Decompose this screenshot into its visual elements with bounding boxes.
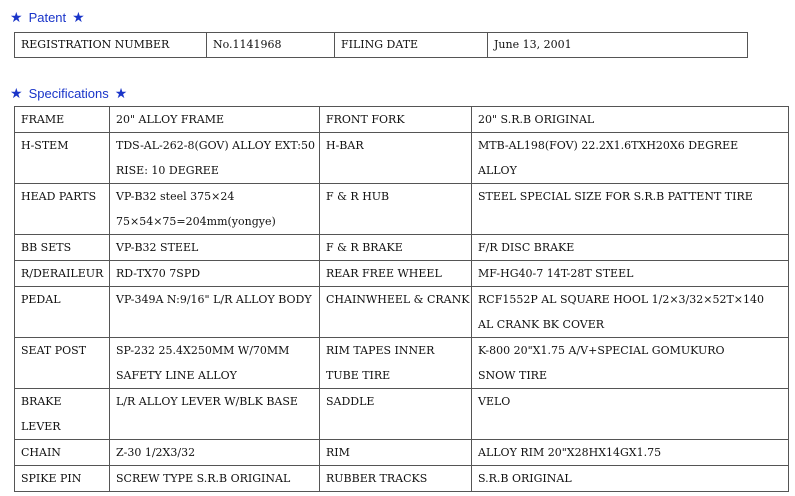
table-row [15, 33, 748, 58]
spec-value [472, 466, 789, 492]
spec-label-line: RIM [326, 446, 350, 459]
spec-value-line: SCREW TYPE S.R.B ORIGINAL [116, 472, 291, 485]
spec-value [110, 184, 320, 235]
spec-label [15, 287, 110, 338]
star-icon: ★ [10, 9, 23, 25]
spec-label [15, 184, 110, 235]
spec-value-line: AL CRANK BK COVER [478, 318, 605, 331]
table-row [15, 133, 789, 184]
spec-label-line: F & R BRAKE [326, 241, 403, 254]
spec-label-line: CHAIN [21, 446, 61, 459]
spec-label-line: RIM TAPES INNER [326, 344, 435, 357]
spec-value [110, 261, 320, 287]
spec-label [320, 389, 472, 440]
spec-value-line: RISE: 10 DEGREE [116, 164, 219, 177]
spec-value-line: MF-HG40-7 14T-28T STEEL [478, 267, 634, 280]
spec-label [15, 466, 110, 492]
spec-label [15, 133, 110, 184]
table-row [15, 261, 789, 287]
spec-value [472, 107, 789, 133]
filing-date-value: June 13, 2001 [488, 33, 748, 58]
spec-value-line: SP-232 25.4X250MM W/70MM [116, 344, 290, 357]
spec-value-line: SAFETY LINE ALLOY [116, 369, 237, 382]
table-row [15, 389, 789, 440]
spec-label [320, 261, 472, 287]
spec-value-line: RD-TX70 7SPD [116, 267, 201, 280]
spec-value-line: STEEL SPECIAL SIZE FOR S.R.B PATTENT TIRE [478, 190, 753, 203]
spec-label-line: PEDAL [21, 293, 61, 306]
spec-label [320, 466, 472, 492]
spec-value [472, 133, 789, 184]
spec-label [15, 440, 110, 466]
spec-label-line: R/DERAILEUR [21, 267, 104, 280]
spec-value-line: L/R ALLOY LEVER W/BLK BASE [116, 395, 298, 408]
spec-value [110, 389, 320, 440]
spec-label [320, 440, 472, 466]
spec-value [110, 107, 320, 133]
specifications-heading [10, 85, 127, 102]
spec-label-line: H-BAR [326, 139, 364, 152]
star-icon: ★ [114, 85, 128, 101]
registration-label: REGISTRATION NUMBER [15, 33, 207, 58]
spec-label-line: FRAME [21, 113, 65, 126]
spec-label [15, 107, 110, 133]
specifications-title: Specifications [28, 86, 109, 101]
spec-value [110, 133, 320, 184]
spec-label-line: HEAD PARTS [21, 190, 97, 203]
spec-value [472, 338, 789, 389]
spec-value [472, 235, 789, 261]
spec-value-line: VP-B32 steel 375×24 [116, 190, 235, 203]
spec-value-line: Z-30 1/2X3/32 [116, 446, 196, 459]
spec-label [320, 184, 472, 235]
spec-label [15, 389, 110, 440]
spec-label-line: FRONT FORK [326, 113, 405, 126]
spec-value [110, 338, 320, 389]
spec-value-line: VELO [478, 395, 511, 408]
spec-label-line: REAR FREE WHEEL [326, 267, 442, 280]
specifications-table [14, 106, 789, 492]
spec-value-line: VP-B32 STEEL [116, 241, 199, 254]
spec-value-line: 75×54×75=204mm(yongye) [116, 215, 276, 228]
patent-table [14, 32, 748, 58]
spec-label-line: H-STEM [21, 139, 69, 152]
table-row [15, 338, 789, 389]
spec-label-line: LEVER [21, 420, 61, 433]
spec-label [320, 107, 472, 133]
spec-label [320, 338, 472, 389]
spec-value-line: RCF1552P AL SQUARE HOOL 1/2×3/32×52T×140 [478, 293, 765, 306]
filing-date-label: FILING DATE [335, 33, 488, 58]
spec-value-line: S.R.B ORIGINAL [478, 472, 572, 485]
spec-value [472, 184, 789, 235]
spec-label-line: TUBE TIRE [326, 369, 391, 382]
spec-label [15, 235, 110, 261]
spec-label [15, 338, 110, 389]
table-row [15, 107, 789, 133]
spec-value [472, 287, 789, 338]
spec-value-line: 20" S.R.B ORIGINAL [478, 113, 595, 126]
spec-value-line: VP-349A N:9/16" L/R ALLOY BODY [116, 293, 312, 306]
spec-value-line: F/R DISC BRAKE [478, 241, 575, 254]
spec-label-line: SEAT POST [21, 344, 87, 357]
spec-label-line: SPIKE PIN [21, 472, 82, 485]
spec-value [472, 440, 789, 466]
star-icon: ★ [72, 9, 85, 25]
spec-value-line: SNOW TIRE [478, 369, 547, 382]
spec-value-line: TDS-AL-262-8(GOV) ALLOY EXT:50 [116, 139, 315, 152]
spec-value-line: 20" ALLOY FRAME [116, 113, 225, 126]
spec-label [320, 235, 472, 261]
spec-value [472, 389, 789, 440]
star-icon: ★ [10, 85, 23, 101]
spec-value [110, 440, 320, 466]
spec-value [472, 261, 789, 287]
spec-label [320, 287, 472, 338]
spec-label-line: BB SETS [21, 241, 72, 254]
table-row [15, 184, 789, 235]
spec-value [110, 466, 320, 492]
patent-heading [10, 9, 85, 26]
table-row [15, 440, 789, 466]
spec-value-line: K-800 20"X1.75 A/V+SPECIAL GOMUKURO [478, 344, 725, 357]
table-row [15, 287, 789, 338]
spec-label [320, 133, 472, 184]
spec-value-line: ALLOY [478, 164, 517, 177]
table-row [15, 235, 789, 261]
spec-label-line: BRAKE [21, 395, 62, 408]
patent-title: Patent [28, 10, 67, 25]
spec-label-line: F & R HUB [326, 190, 390, 203]
spec-label [15, 261, 110, 287]
spec-value [110, 287, 320, 338]
spec-value-line: ALLOY RIM 20"X28HX14GX1.75 [478, 446, 662, 459]
registration-value: No.1141968 [207, 33, 335, 58]
spec-label-line: CHAINWHEEL & CRANK [326, 293, 470, 306]
spec-label-line: RUBBER TRACKS [326, 472, 428, 485]
spec-value-line: MTB-AL198(FOV) 22.2X1.6TXH20X6 DEGREE [478, 139, 739, 152]
table-row [15, 466, 789, 492]
spec-value [110, 235, 320, 261]
spec-label-line: SADDLE [326, 395, 375, 408]
